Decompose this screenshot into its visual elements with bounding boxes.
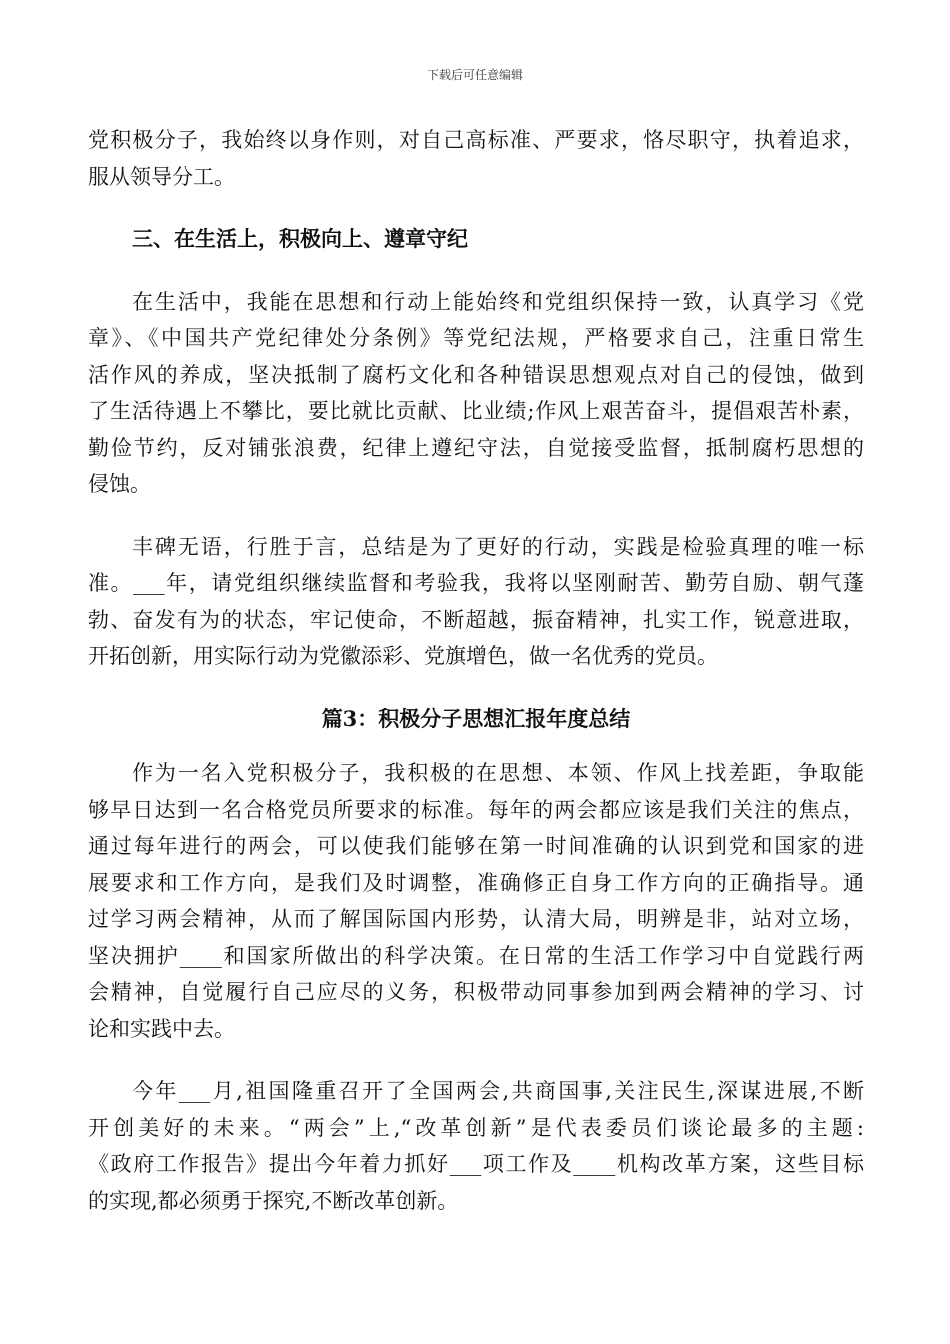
text-line: 作为一名入党积极分子，我积极的在思想、本领、作风上找差距，争取能 [132,761,864,785]
text-line: 够早日达到一名合格党员所要求的标准。每年的两会都应该是我们关注的焦点， [88,797,864,822]
text-line: 勃、奋发有为的状态，牢记使命，不断超越，振奋精神，扎实工作，锐意进取， [88,607,864,632]
text-line: 过学习两会精神，从而了解国际国内形势，认清大局，明辨是非，站对立场， [88,907,864,931]
text-line: 论和实践中去。 [88,1016,235,1041]
text-line: 活作风的养成，坚决抵制了腐朽文化和各种错误思想观点对自己的侵蚀，做到 [88,362,864,387]
section-heading: 三、在生活上，积极向上、遵章守纪 [132,226,468,251]
text-line: 开拓创新，用实际行动为党徽添彩、党旗增色，做一名优秀的党员。 [88,644,718,668]
text-line: 坚决拥护____和国家所做出的科学决策。在日常的生活工作学习中自觉践行两 [88,943,864,968]
text-line: 在生活中，我能在思想和行动上能始终和党组织保持一致，认真学习《党 [132,289,864,314]
text-line: 通过每年进行的两会，可以使我们能够在第一时间准确的认识到党和国家的进 [88,834,864,858]
text-line: 了生活待遇上不攀比，要比就比贡献、比业绩;作风上艰苦奋斗，提倡艰苦朴素， [88,399,864,423]
text-line: 准。___年，请党组织继续监督和考验我，我将以坚刚耐苦、勤劳自励、朝气蓬 [88,571,864,595]
text-line: 今年___月,祖国隆重召开了全国两会,共商国事,关注民生,深谋进展,不断 [132,1079,864,1103]
text-line: 章》、《中国共产党纪律处分条例》等党纪法规，严格要求自己，注重日常生 [88,326,864,350]
document-body [88,122,864,1219]
text-line: 服从领导分工。 [88,164,235,189]
article-title: 篇3：积极分子思想汇报年度总结 [321,705,631,731]
text-line: 侵蚀。 [88,472,151,496]
text-line: 展要求和工作方向，是我们及时调整，准确修正自身工作方向的正确指导。通 [88,870,864,895]
text-line: 勤俭节约，反对铺张浪费，纪律上遵纪守法，自觉接受监督，抵制腐朽思想的 [88,435,864,460]
text-line: 开创美好的未来。“两会”上,“改革创新”是代表委员们谈论最多的主题: [88,1115,864,1140]
text-line: 党积极分子，我始终以身作则，对自己高标准、严要求，恪尽职守，执着追求， [88,128,864,152]
text-line: 《政府工作报告》提出今年着力抓好___项工作及____机构改革方案，这些目标 [88,1152,864,1176]
text-line: 会精神，自觉履行自己应尽的义务，积极带动同事参加到两会精神的学习、讨 [88,980,864,1004]
page-header: 下载后可任意编辑 [426,68,523,82]
text-line: 的实现,都必须勇于探究,不断改革创新。 [88,1188,459,1213]
text-line: 丰碑无语，行胜于言，总结是为了更好的行动，实践是检验真理的唯一标 [132,534,864,559]
